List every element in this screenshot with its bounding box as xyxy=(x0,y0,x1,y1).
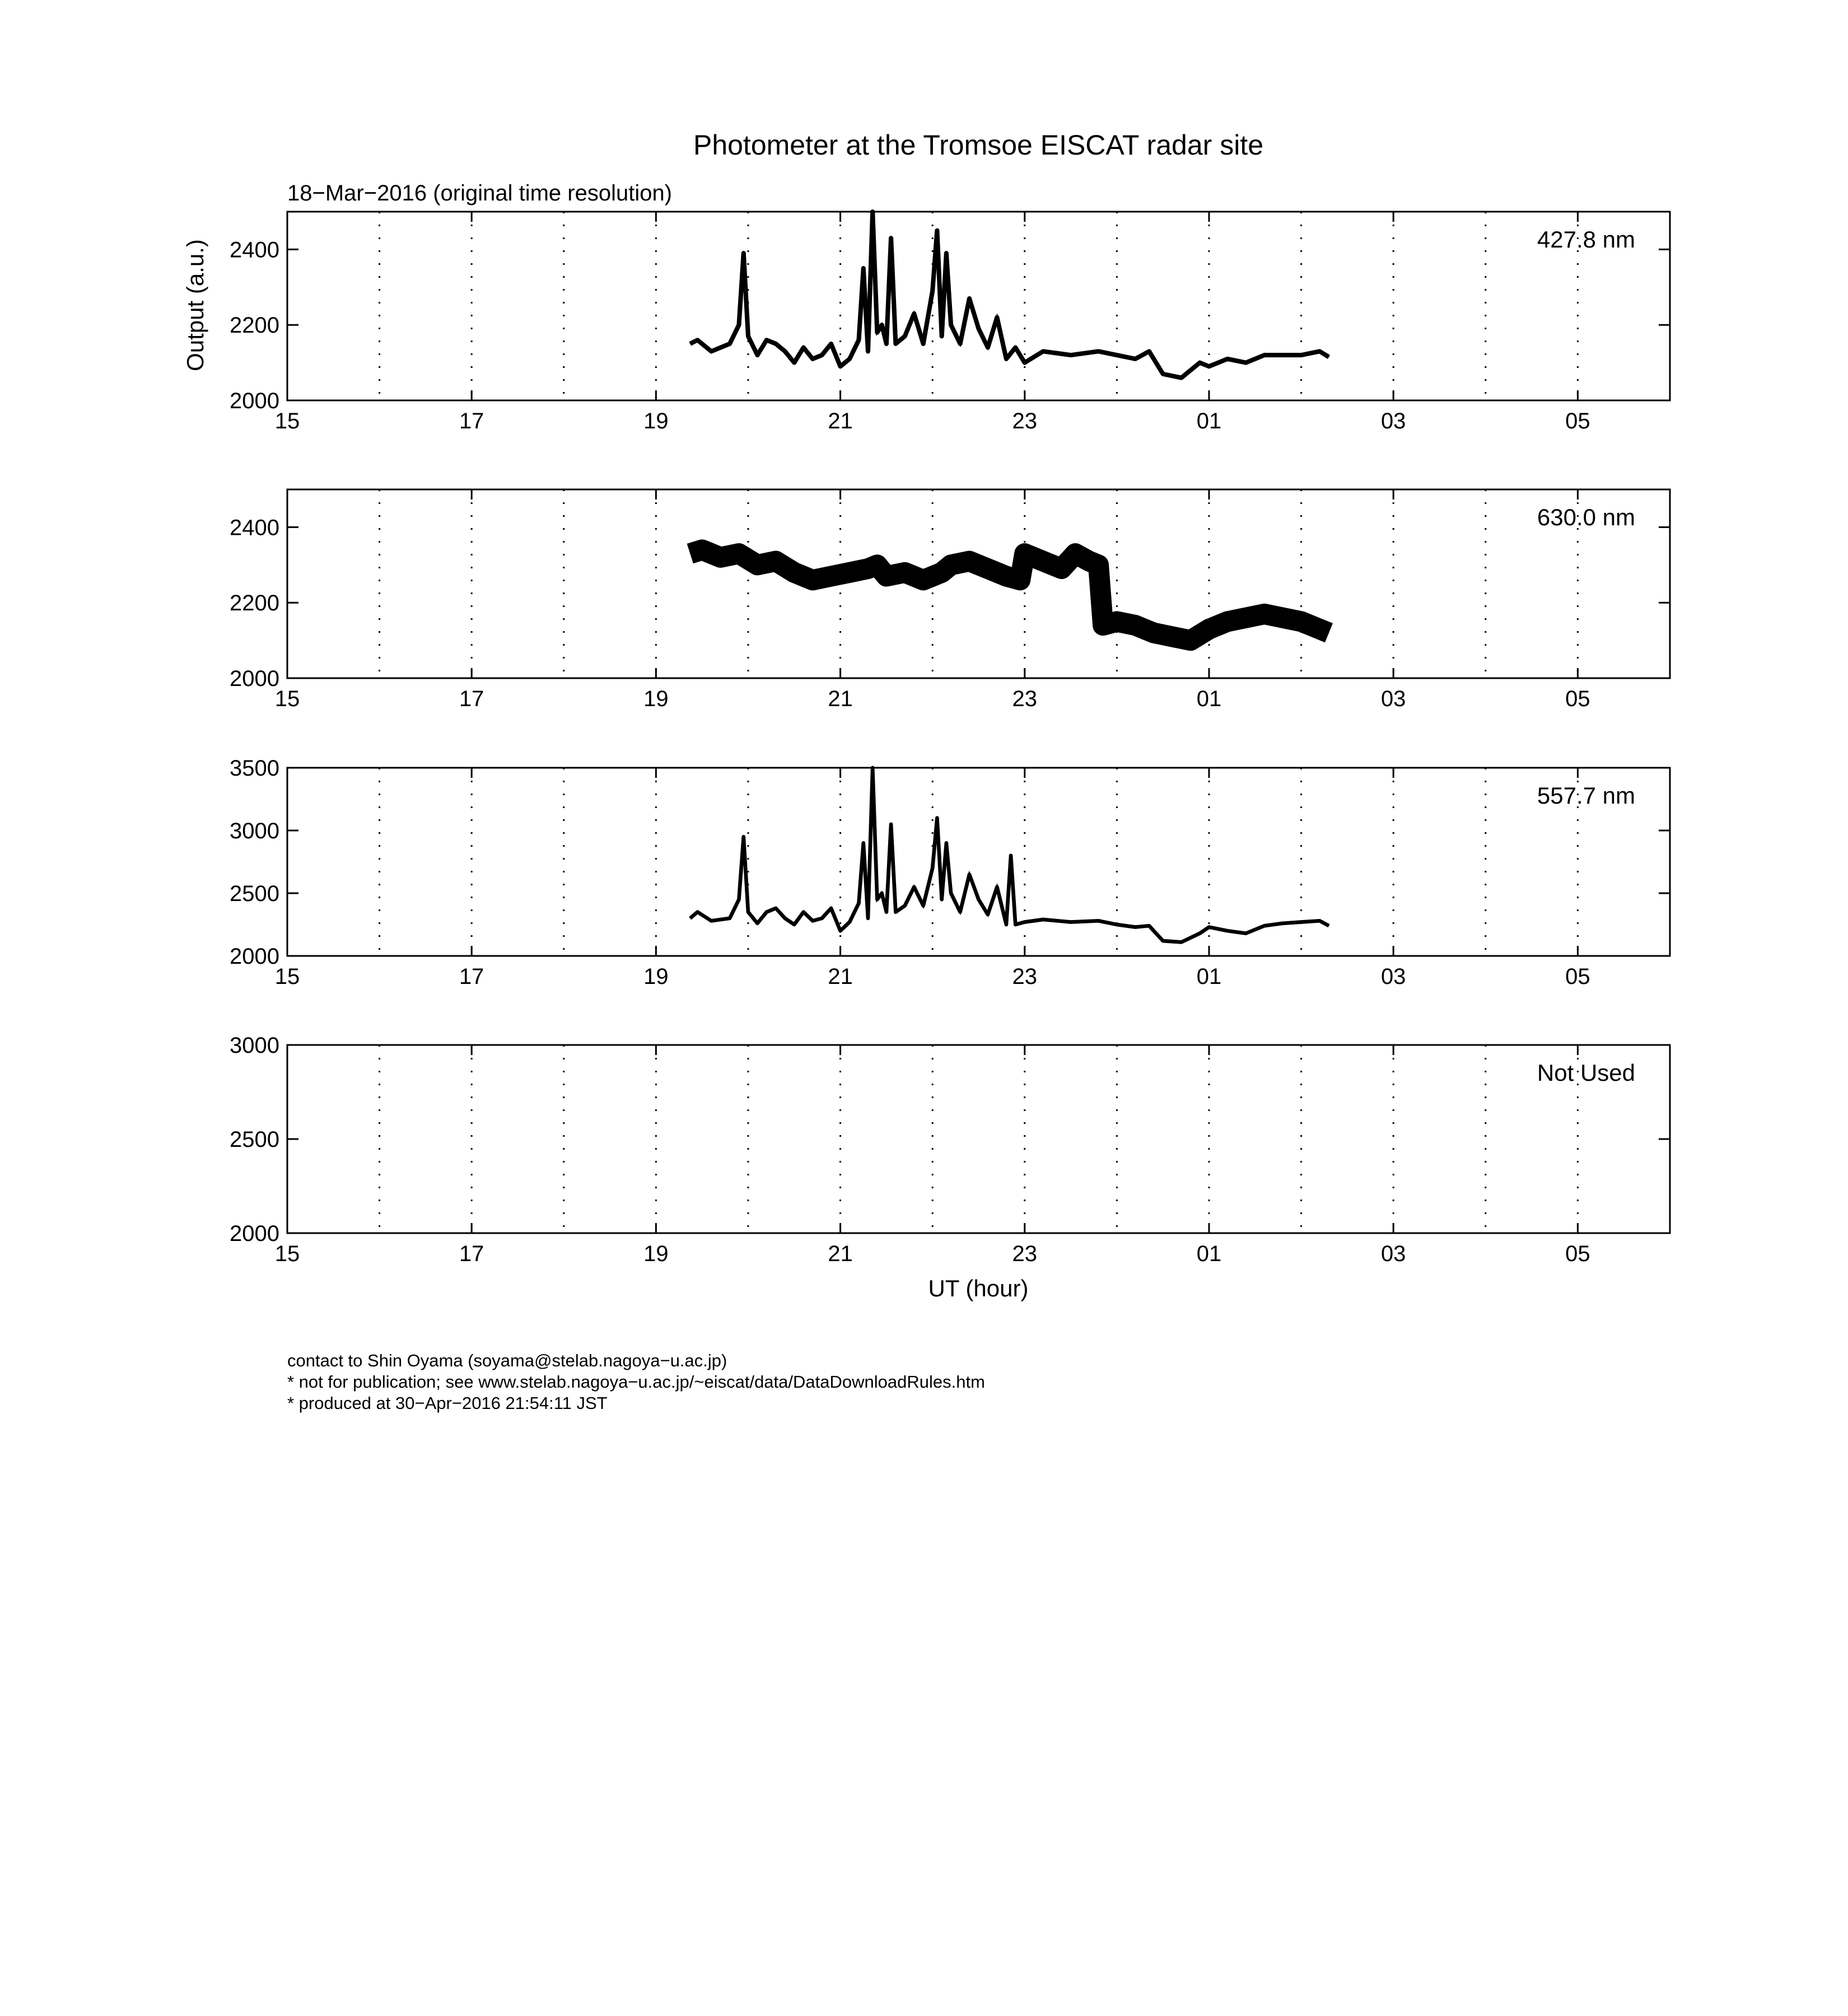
x-tick-label: 01 xyxy=(1196,409,1222,433)
x-tick-label: 05 xyxy=(1565,409,1590,433)
y-tick-label: 2000 xyxy=(230,389,279,413)
footer-publication-note: * not for publication; see www.stelab.nagoya−u.ac.jp/~eiscat/data/DataDownloadRules.htm xyxy=(287,1372,985,1392)
y-tick-label: 2400 xyxy=(230,515,279,540)
x-tick-label: 21 xyxy=(828,964,853,989)
series-band-3 xyxy=(690,768,1329,942)
x-tick-label: 03 xyxy=(1380,964,1406,989)
y-tick-label: 2400 xyxy=(230,237,279,263)
y-tick-label: 2000 xyxy=(230,1221,279,1246)
chart-title: Photometer at the Tromsoe EISCAT radar site xyxy=(693,129,1264,161)
axes-frame xyxy=(287,1045,1670,1233)
x-tick-label: 01 xyxy=(1196,964,1222,989)
chart-subtitle: 18−Mar−2016 (original time resolution) xyxy=(287,181,673,206)
panel-series-label: 630.0 nm xyxy=(1537,504,1635,530)
x-tick-label: 15 xyxy=(274,1242,300,1266)
x-tick-label: 23 xyxy=(1012,687,1038,711)
x-tick-label: 03 xyxy=(1380,409,1406,433)
axes-frame xyxy=(287,212,1670,400)
x-tick-label: 01 xyxy=(1196,1242,1222,1266)
footer-contact: contact to Shin Oyama (soyama@stelab.nagoya−u.ac.jp) xyxy=(287,1351,727,1370)
x-tick-label: 15 xyxy=(274,409,300,433)
series-band-2 xyxy=(690,550,1329,641)
footer-produced-timestamp: * produced at 30−Apr−2016 21:54:11 JST xyxy=(287,1393,608,1413)
x-tick-label: 19 xyxy=(643,687,669,711)
y-tick-label: 2500 xyxy=(230,881,279,906)
x-tick-label: 19 xyxy=(643,1242,669,1266)
x-tick-label: 05 xyxy=(1565,687,1590,711)
y-tick-label: 3000 xyxy=(230,1033,279,1058)
x-tick-label: 17 xyxy=(459,409,484,433)
y-axis-label: Output (a.u.) xyxy=(182,239,208,371)
panel-series-label: Not Used xyxy=(1537,1060,1635,1086)
x-tick-label: 03 xyxy=(1380,687,1406,711)
y-tick-label: 3000 xyxy=(230,819,279,843)
x-tick-label: 19 xyxy=(643,964,669,989)
panel-3 xyxy=(230,756,1670,989)
x-axis-label: UT (hour) xyxy=(928,1275,1029,1301)
x-tick-label: 15 xyxy=(274,964,300,989)
x-tick-label: 01 xyxy=(1196,687,1222,711)
panels xyxy=(230,212,1670,1266)
x-tick-label: 23 xyxy=(1012,409,1038,433)
y-tick-label: 3500 xyxy=(230,756,279,781)
panel-4 xyxy=(230,1033,1670,1266)
panel-1 xyxy=(230,212,1670,433)
panel-2 xyxy=(230,489,1670,711)
x-tick-label: 05 xyxy=(1565,964,1590,989)
x-tick-label: 23 xyxy=(1012,964,1038,989)
y-tick-label: 2000 xyxy=(230,944,279,969)
x-tick-label: 17 xyxy=(459,687,484,711)
axes-frame xyxy=(287,768,1670,956)
x-tick-label: 15 xyxy=(274,687,300,711)
panel-series-label: 557.7 nm xyxy=(1537,782,1635,809)
x-tick-label: 21 xyxy=(828,409,853,433)
x-tick-label: 19 xyxy=(643,409,669,433)
panel-series-label: 427.8 nm xyxy=(1537,226,1635,253)
x-tick-label: 17 xyxy=(459,964,484,989)
y-tick-label: 2200 xyxy=(230,313,279,338)
axes-frame xyxy=(287,489,1670,678)
y-tick-label: 2000 xyxy=(230,666,279,691)
x-tick-label: 05 xyxy=(1565,1242,1590,1266)
x-tick-label: 21 xyxy=(828,687,853,711)
x-tick-label: 17 xyxy=(459,1242,484,1266)
y-tick-label: 2200 xyxy=(230,591,279,616)
x-tick-label: 21 xyxy=(828,1242,853,1266)
y-tick-label: 2500 xyxy=(230,1127,279,1152)
x-tick-label: 23 xyxy=(1012,1242,1038,1266)
x-tick-label: 03 xyxy=(1380,1242,1406,1266)
